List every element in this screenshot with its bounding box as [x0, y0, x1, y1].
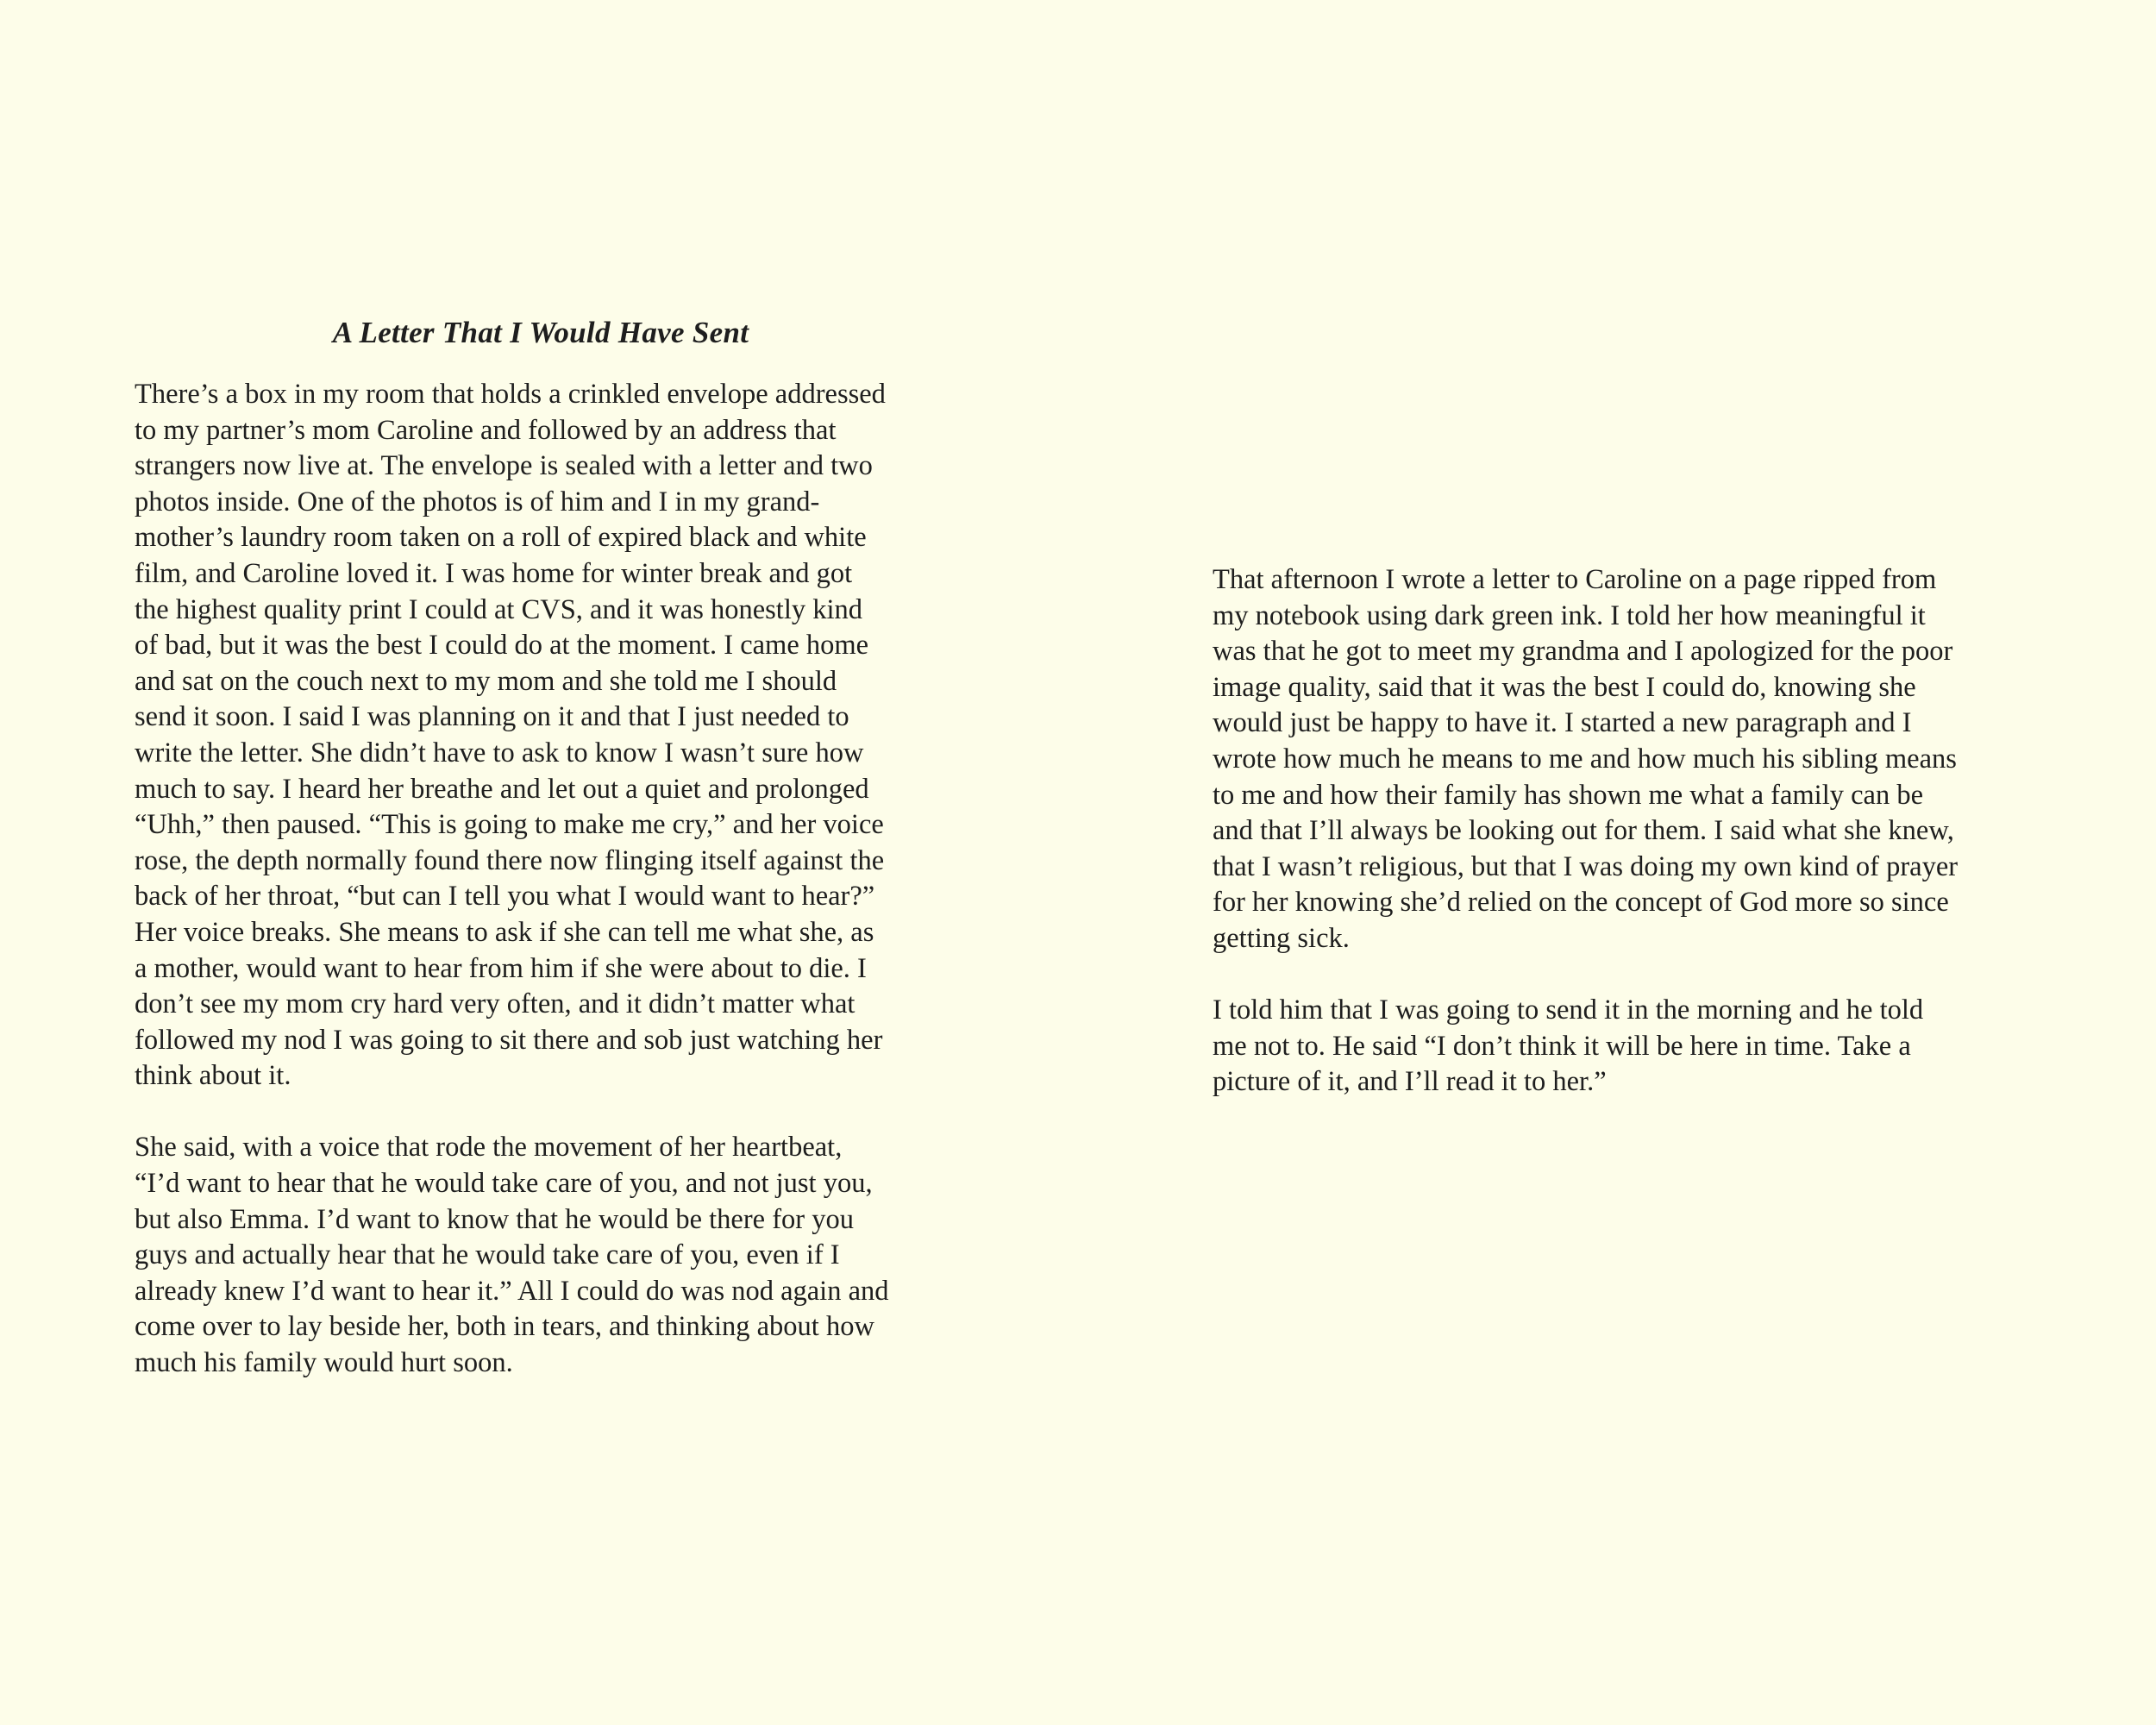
text-line: for her knowing she’d relied on the concept of God more so since: [1213, 887, 1949, 919]
text-line: rose, the depth normally found there now flinging itself against the: [135, 844, 885, 876]
paragraph-gap: [1213, 957, 1958, 994]
text-line: the highest quality print I could at CVS, and it was honestly kind: [135, 593, 863, 625]
text-line: me not to. He said “I don’t think it will be here in time. Take a: [1213, 1030, 1911, 1062]
text-line: come over to lay beside her, both in tears, and thinking about how: [135, 1311, 874, 1343]
text-line: my notebook using dark green ink. I told her how meaningful it: [1213, 599, 1926, 631]
text-line: of bad, but it was the best I could do at the moment. I came home: [135, 630, 869, 662]
paragraph: [135, 377, 889, 1095]
text-line: picture of it, and I’ll read it to her.”: [1213, 1066, 1607, 1098]
text-line: wrote how much he means to me and how much his sibling means: [1213, 743, 1957, 775]
page-title: A Letter That I Would Have Sent: [332, 316, 749, 349]
text-line: film, and Caroline loved it. I was home for winter break and got: [135, 557, 853, 589]
text-line: that I wasn’t religious, but that I was doing my own kind of prayer: [1213, 850, 1959, 882]
text-line: getting sick.: [1213, 922, 1350, 954]
left-page-body: [135, 377, 889, 1382]
text-line: much his family would hurt soon.: [135, 1347, 513, 1379]
right-page-body: [1213, 562, 1958, 1101]
text-line: photos inside. One of the photos is of him and I in my grand-: [135, 486, 820, 518]
text-line: to my partner’s mom Caroline and followed by an address that: [135, 414, 837, 446]
text-line: think about it.: [135, 1060, 291, 1092]
text-line: was that he got to meet my grandma and I apologized for the poor: [1213, 636, 1953, 668]
text-line: send it soon. I said I was planning on it and that I just needed to: [135, 701, 849, 733]
paragraph: [135, 1130, 889, 1381]
text-line: already knew I’d want to hear it.” All I could do was nod again and: [135, 1275, 889, 1307]
text-line: much to say. I heard her breathe and let out a quiet and prolonged: [135, 773, 869, 805]
text-line: back of her throat, “but can I tell you what I would want to hear?”: [135, 881, 875, 913]
text-line: strangers now live at. The envelope is sealed with a letter and two: [135, 450, 873, 482]
text-line: “Uhh,” then paused. “This is going to make me cry,” and her voice: [135, 809, 884, 841]
paragraph: [1213, 993, 1958, 1101]
text-line: image quality, said that it was the best I could do, knowing she: [1213, 671, 1916, 703]
text-line: a mother, would want to hear from him if she were about to die. I: [135, 952, 867, 984]
text-line: to me and how their family has shown me what a family can be: [1213, 779, 1924, 811]
text-line: “I’d want to hear that he would take care of you, and not just you,: [135, 1168, 873, 1200]
text-line: Her voice breaks. She means to ask if she can tell me what she, as: [135, 916, 874, 948]
text-line: don’t see my mom cry hard very often, and it didn’t matter what: [135, 988, 856, 1020]
text-line: That afternoon I wrote a letter to Caroline on a page ripped from: [1213, 564, 1937, 595]
text-line: would just be happy to have it. I started a new paragraph and I: [1213, 707, 1912, 739]
text-line: but also Emma. I’d want to know that he would be there for you: [135, 1203, 854, 1235]
text-line: followed my nod I was going to sit there and sob just watching her: [135, 1024, 883, 1056]
paragraph-gap: [135, 1095, 889, 1131]
paragraph: [1213, 562, 1958, 957]
text-line: guys and actually hear that he would take care of you, even if I: [135, 1239, 840, 1271]
right-page: [1078, 0, 2156, 1725]
text-line: There’s a box in my room that holds a crinkled envelope addressed: [135, 379, 886, 410]
text-line: and that I’ll always be looking out for them. I said what she knew,: [1213, 815, 1954, 847]
text-line: She said, with a voice that rode the movement of her heartbeat,: [135, 1132, 843, 1164]
text-line: mother’s laundry room taken on a roll of expired black and white: [135, 522, 867, 554]
text-line: I told him that I was going to send it in the morning and he told: [1213, 994, 1924, 1026]
text-line: write the letter. She didn’t have to ask to know I wasn’t sure how: [135, 737, 864, 768]
text-line: and sat on the couch next to my mom and she told me I should: [135, 665, 837, 697]
